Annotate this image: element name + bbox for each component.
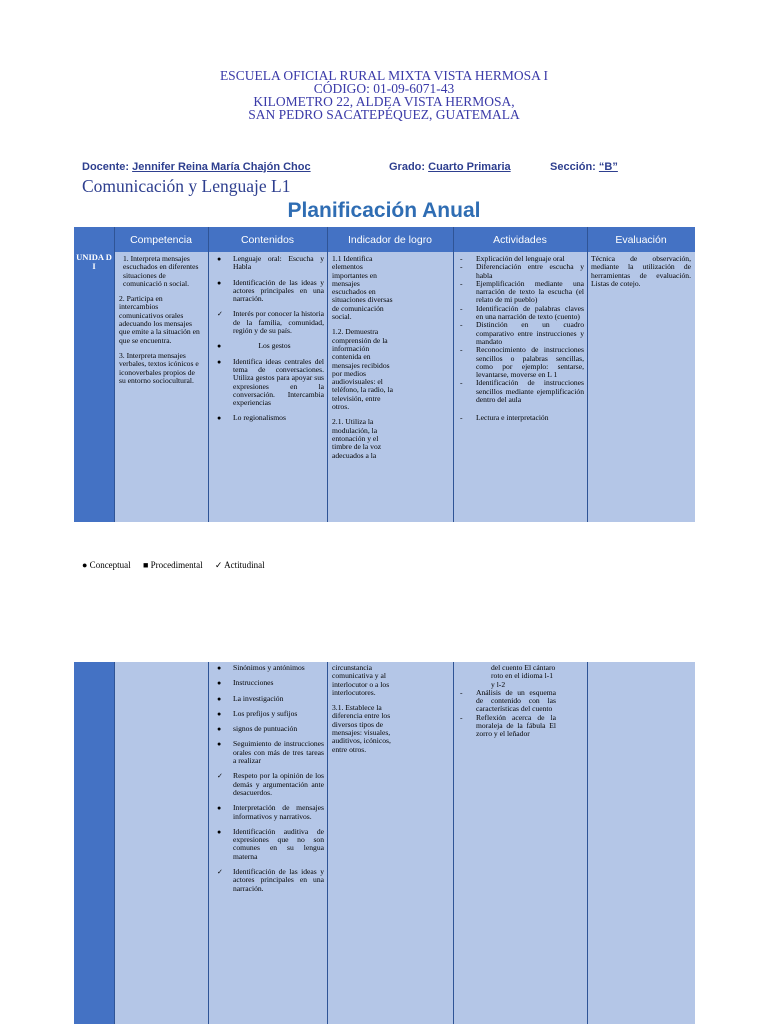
- contenido-text: Interpretación de mensajes informativos y narrativos.: [233, 803, 324, 821]
- column-divider: [327, 227, 328, 522]
- school-header: [0, 69, 768, 121]
- evaluacion-cell: Técnica de observación, mediante la utilización de herramientas de evaluación. Listas de cotejo.: [591, 255, 691, 288]
- contenido-text: Los prefijos y sufijos: [233, 708, 298, 718]
- contenido-text: Lo regionalismos: [233, 413, 286, 423]
- contenidos-cell: [211, 255, 324, 430]
- section-label: Sección:: [550, 161, 596, 173]
- contenido-text: Instrucciones: [233, 678, 274, 688]
- dash-icon: -: [460, 687, 463, 697]
- actividad-continuation: del cuento El cántaro roto en el idioma l-1 y l-2: [491, 664, 556, 689]
- column-divider: [327, 662, 328, 1024]
- actividades-cell: [456, 664, 556, 739]
- contenido-item: [211, 725, 324, 733]
- bullet-icon: ●: [217, 357, 222, 366]
- actividad-text: Reconocimiento de instrucciones sencillos o palabras sencillas, como por ejemplo: sentarse, levantarse, moverse en L 1: [476, 345, 584, 380]
- contenido-item: [211, 414, 324, 422]
- table-header-row: [74, 227, 695, 252]
- legend-actitudinal: ✓ Actitudinal: [214, 560, 265, 570]
- unit-label: UNIDA D I: [76, 252, 112, 271]
- indicador-item: 1.1 Identifica elementos importantes en mensajes escuchados en situaciones diversas de comunicación social.: [332, 255, 393, 322]
- bullet-icon: ●: [217, 725, 222, 734]
- contenidos-cell: [211, 664, 324, 900]
- contenido-item: [211, 679, 324, 687]
- contenido-item: [211, 772, 324, 797]
- bullet-icon: ●: [217, 709, 222, 718]
- legend-conceptual: ● Conceptual: [82, 560, 131, 570]
- planning-table: [74, 227, 695, 522]
- column-divider: [587, 227, 588, 522]
- section-value: “B”: [598, 161, 618, 173]
- bullet-icon: ●: [217, 694, 222, 703]
- contenido-item: [211, 664, 324, 672]
- header-competencia: Competencia: [130, 234, 192, 246]
- bullet-icon: ●: [217, 414, 222, 423]
- school-address-2: SAN PEDRO SACATEPÉQUEZ, GUATEMALA: [248, 107, 520, 122]
- indicador-cell: [332, 255, 394, 467]
- column-divider: [208, 227, 209, 522]
- contenido-item: [211, 279, 324, 304]
- dash-icon: -: [460, 413, 463, 423]
- header-evaluacion: Evaluación: [615, 234, 667, 246]
- competencia-item: 2. Participa en intercambios comunicativos orales adecuando los mensajes que emite a la situación en que se encuentra.: [119, 294, 200, 345]
- contenido-item: [211, 868, 324, 893]
- contenido-text: Seguimiento de instrucciones orales con más de tres tareas a realizar: [233, 739, 324, 766]
- actividad-item: [456, 346, 584, 379]
- contenido-text: Identificación de las ideas y actores principales en una narración.: [233, 867, 324, 893]
- actividad-text: Identificación de palabras claves en una narración de texto (cuento): [476, 303, 584, 322]
- actividad-text: Distinción en un cuadro comparativo entre instrucciones y mandato: [476, 320, 584, 346]
- bullet-icon: ●: [217, 664, 222, 672]
- bullet-icon: ●: [217, 827, 222, 836]
- check-icon: ✓: [217, 772, 223, 781]
- actividades-list: [456, 689, 556, 739]
- contenido-item: [211, 342, 324, 350]
- grade-label: Grado:: [389, 161, 426, 173]
- dash-icon: -: [460, 712, 463, 722]
- actividad-text: Análisis de un esquema de contenido con las características del cuento: [476, 687, 556, 714]
- subject-title: Comunicación y Lenguaje L1: [82, 176, 291, 196]
- column-divider: [587, 662, 588, 1024]
- school-name: ESCUELA OFICIAL RURAL MIXTA VISTA HERMOSA I: [219, 68, 549, 83]
- contenido-item: [211, 695, 324, 703]
- dash-icon: -: [460, 255, 463, 263]
- column-divider: [453, 227, 454, 522]
- indicador-item: 1.2. Demuestra comprensión de la información contenida en mensajes recibidos por medios audiovisuales: el teléfono, la radio, la televisión, entre otros.: [332, 327, 393, 412]
- actividad-text: Lectura e interpretación: [476, 413, 549, 423]
- section-line: [550, 161, 618, 173]
- legend-procedimental: ■ Procedimental: [142, 560, 203, 570]
- bullet-icon: ●: [217, 740, 222, 749]
- actividad-item: [456, 714, 556, 739]
- bullet-icon: ●: [217, 342, 222, 351]
- dash-icon: -: [460, 378, 463, 388]
- competencia-item: 3. Interpreta mensajes verbales, textos icónicos e iconoverbales propios de su entorno sociocultural.: [119, 350, 199, 385]
- school-code: CÓDIGO: 01-09-6071-43: [313, 81, 455, 96]
- grade-value: Cuarto Primaria: [428, 161, 511, 173]
- actividad-item: [456, 379, 584, 404]
- actividad-text: Diferenciación entre escucha y habla: [476, 262, 584, 280]
- unit-cell: [74, 662, 114, 1024]
- contenido-text: Sinónimos y antónimos: [233, 664, 305, 672]
- actividad-item: [456, 305, 584, 322]
- check-icon: ✓: [217, 310, 223, 319]
- actividad-item: [456, 263, 584, 280]
- contenido-text: Identifica ideas centrales del tema de conversaciones. Utiliza gestos para apoyar sus expresiones en la conversación. Intercambia experiencias: [233, 356, 324, 408]
- dash-icon: -: [460, 345, 463, 355]
- school-address-1: KILOMETRO 22, ALDEA VISTA HERMOSA,: [253, 94, 515, 109]
- contenido-item: [211, 740, 324, 765]
- contenido-text: signos de puntuación: [233, 724, 298, 734]
- dash-icon: -: [460, 262, 463, 272]
- contenido-item: [211, 828, 324, 861]
- actividad-text: Explicación del lenguaje oral: [476, 255, 565, 263]
- column-divider: [453, 662, 454, 1024]
- contenido-text: Los gestos: [258, 341, 291, 351]
- bullet-icon: ●: [217, 278, 222, 287]
- indicador-item: 2.1. Utiliza la modulación, la entonación y el timbre de la voz adecuados a la: [332, 417, 382, 460]
- contenido-item: [211, 255, 324, 272]
- bullet-icon: ●: [217, 679, 222, 688]
- teacher-label: Docente:: [82, 161, 130, 173]
- planning-table-continued: [74, 662, 695, 1024]
- dash-icon: -: [460, 303, 463, 313]
- column-divider: [114, 227, 115, 522]
- actividad-text: Reflexión acerca de la moraleja de la fábula El zorro y el leñador: [476, 712, 556, 739]
- header-indicador: Indicador de logro: [347, 234, 433, 246]
- contenido-item: [211, 710, 324, 718]
- dash-icon: -: [460, 278, 463, 288]
- bullet-icon: ●: [217, 804, 222, 813]
- contenido-text: Identificación de las ideas y actores principales en una narración.: [233, 277, 324, 304]
- teacher-line: [82, 161, 311, 173]
- actividad-item: [456, 321, 584, 346]
- actividad-item: [456, 414, 584, 422]
- bullet-icon: ●: [217, 255, 222, 263]
- page-title: Planificación Anual: [287, 199, 481, 222]
- column-divider: [114, 662, 115, 1024]
- actividades-cell: [456, 255, 584, 423]
- contenido-item: [211, 358, 324, 408]
- teacher-name: Jennifer Reina María Chajón Choc: [132, 161, 311, 173]
- contenido-text: Interés por conocer la historia de la familia, comunidad, región y de su país.: [233, 309, 324, 336]
- competencia-cell: [119, 255, 203, 392]
- actividad-item: [456, 280, 584, 305]
- check-icon: ✓: [217, 868, 223, 877]
- dash-icon: -: [460, 320, 463, 330]
- contenido-text: Identificación auditiva de expresiones que no son comunes en su lengua materna: [233, 826, 324, 861]
- header-actividades: Actividades: [493, 234, 547, 246]
- header-contenidos: Contenidos: [240, 234, 295, 246]
- contenido-text: Respeto por la opinión de los demás y argumentación ante desacuerdos.: [233, 771, 324, 797]
- actividad-item: [456, 689, 556, 714]
- contenido-text: La investigación: [233, 693, 284, 703]
- actividad-text: Ejemplificación mediante una narración de texto la escucha (el relato de mi pueblo): [476, 278, 584, 305]
- actividad-text: Identificación de instrucciones sencillos mediante ejemplificación dentro del aula: [476, 378, 584, 405]
- grade-line: [389, 161, 511, 173]
- competencia-item: 1. Interpreta mensajes escuchados en diferentes situaciones de comunicació n social.: [123, 255, 199, 288]
- indicador-cell: [332, 664, 398, 761]
- unit-cell: [74, 252, 114, 522]
- column-divider: [208, 662, 209, 1024]
- contenido-item: [211, 804, 324, 821]
- contenido-text: Lenguaje oral: Escucha y Habla: [233, 255, 324, 272]
- legend: [82, 560, 275, 571]
- indicador-item: circunstancia comunicativa y al interlocutor o a los interlocutores.: [332, 664, 390, 697]
- contenido-item: [211, 310, 324, 335]
- indicador-item: 3.1. Establece la diferencia entre los diversos tipos de mensajes: visuales, auditivos, icónicos, entre otros.: [332, 703, 391, 754]
